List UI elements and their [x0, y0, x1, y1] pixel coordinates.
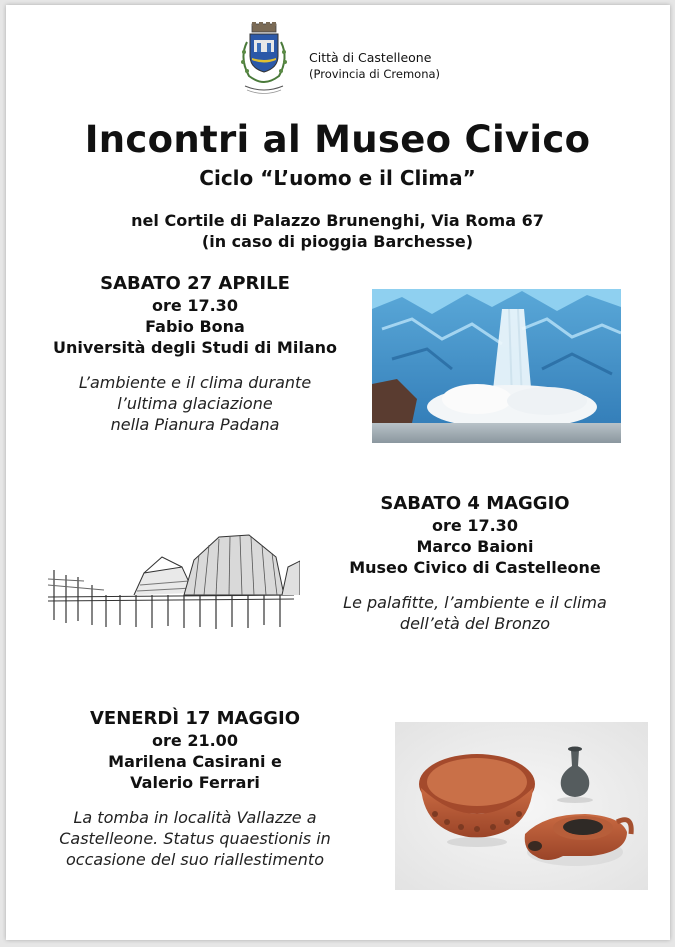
venue-rain-note: (in caso di pioggia Barchesse): [201, 232, 474, 251]
event-topic: [320, 592, 630, 634]
page-subtitle: Ciclo “L’uomo e il Clima”: [199, 166, 476, 190]
pottery-photo: [395, 722, 648, 890]
event-speaker: Marilena Casirani e: [108, 752, 282, 771]
event-topic-line: La tomba in località Vallazze a: [73, 808, 317, 827]
event-speaker: Marco Baioni: [416, 537, 534, 556]
event-topic: [30, 807, 360, 870]
event-affiliation: Museo Civico di Castelleone: [349, 558, 601, 577]
event-topic-line: nella Pianura Padana: [110, 415, 280, 434]
event-affiliation: Valerio Ferrari: [130, 773, 260, 792]
city-name: Città di Castelleone: [309, 50, 432, 65]
event-topic-line: L’ambiente e il clima durante: [78, 373, 312, 392]
event-topic-line: occasione del suo riallestimento: [66, 850, 324, 869]
event-topic-line: Castelleone. Status quaestionis in: [59, 829, 331, 848]
event-date: VENERDÌ 17 MAGGIO: [89, 708, 301, 729]
event-topic-line: Le palafitte, l’ambiente e il clima: [343, 593, 607, 612]
glacier-photo: [372, 289, 621, 443]
stilt-houses-drawing: [44, 515, 300, 632]
event-time: ore 17.30: [152, 296, 238, 315]
event-speaker: Fabio Bona: [145, 317, 245, 336]
event-time: ore 17.30: [432, 516, 518, 535]
event-1: [30, 273, 360, 435]
event-affiliation: Università degli Studi di Milano: [52, 338, 337, 357]
event-date: SABATO 27 APRILE: [100, 273, 290, 294]
event-topic: [30, 372, 360, 435]
page-title: Incontri al Museo Civico: [84, 118, 591, 161]
event-topic-line: dell’età del Bronzo: [399, 614, 551, 633]
coat-of-arms-icon: [235, 22, 293, 98]
venue-info: [0, 210, 675, 252]
event-3: [30, 708, 360, 870]
event-2: [320, 493, 630, 634]
event-topic-line: l’ultima glaciazione: [117, 394, 273, 413]
city-header: [309, 50, 440, 82]
event-time: ore 21.00: [152, 731, 238, 750]
venue-address: nel Cortile di Palazzo Brunenghi, Via Roma 67: [131, 211, 544, 230]
province-name: (Provincia di Cremona): [309, 67, 441, 81]
event-date: SABATO 4 MAGGIO: [380, 493, 570, 514]
